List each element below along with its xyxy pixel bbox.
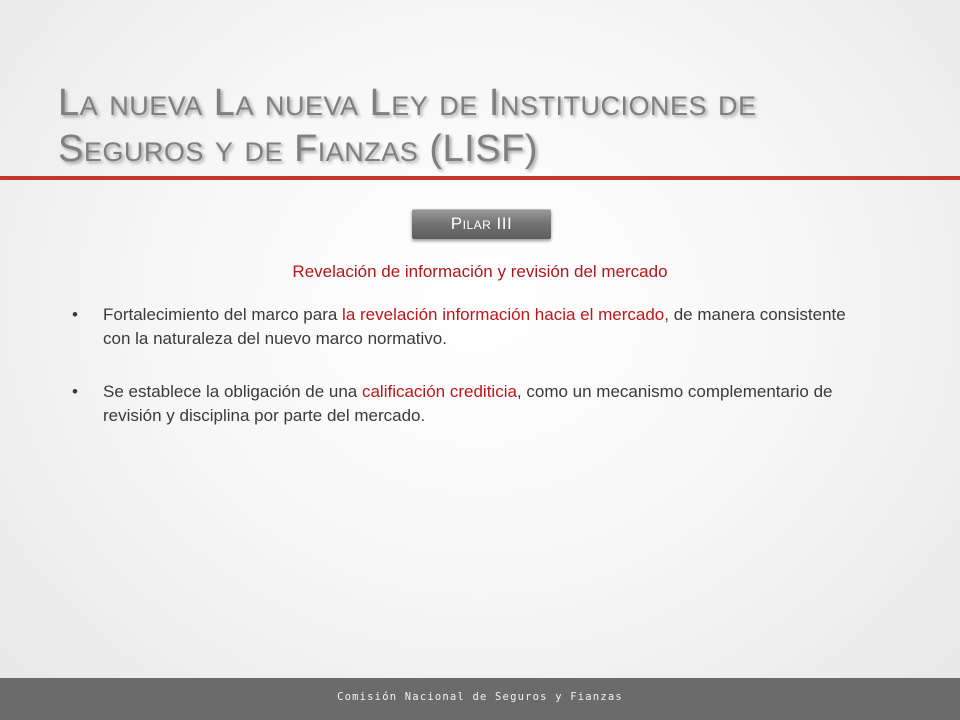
title-word: a nueva [79, 82, 203, 124]
bullet-highlight: calificación crediticia [361, 382, 517, 401]
bullet-list [72, 303, 872, 457]
title-word: (LISF) [429, 128, 538, 170]
pillar-number: III [496, 214, 513, 233]
pillar-cap: P [450, 214, 463, 233]
title-word: eguros y de [83, 128, 284, 170]
slide-title [58, 80, 918, 172]
title-divider [0, 176, 960, 180]
title-word: F [294, 128, 318, 170]
title-word: I [488, 82, 500, 124]
title-word: L [58, 82, 80, 124]
bullet-text: Se establece la obligación de una [103, 382, 362, 401]
section-subtitle: Revelación de información y revisión del mercado [292, 262, 668, 281]
bullet-item [72, 303, 872, 351]
bullet-dot-icon: • [72, 305, 78, 324]
bullet-highlight: la revelación información hacia el mercado [342, 305, 665, 324]
pillar-rest: ilar [462, 214, 492, 233]
bullet-dot-icon: • [72, 382, 78, 401]
footer-bar [0, 678, 960, 720]
footer-text: Comisión Nacional de Seguros y Fianzas [337, 691, 623, 703]
bullet-text: , de manera consistente con la naturaleza del nuevo marco normativo. [103, 305, 846, 348]
pillar-badge [412, 209, 551, 239]
title-line-2 [58, 126, 918, 172]
title-word: L [213, 82, 236, 124]
bullet-text: Fortalecimiento del marco para [103, 305, 343, 324]
title-word: S [58, 128, 84, 170]
title-line-1 [58, 80, 918, 126]
title-word: a nueva [235, 82, 359, 124]
title-word: nstituciones de [499, 82, 757, 124]
bullet-item [72, 380, 872, 428]
title-word: L [369, 82, 392, 124]
title-word: ianzas [317, 128, 419, 170]
bullet-text: , como un mecanismo complementario de revisión y disciplina por parte del mercado. [103, 382, 833, 425]
title-word: ey de [391, 82, 478, 124]
